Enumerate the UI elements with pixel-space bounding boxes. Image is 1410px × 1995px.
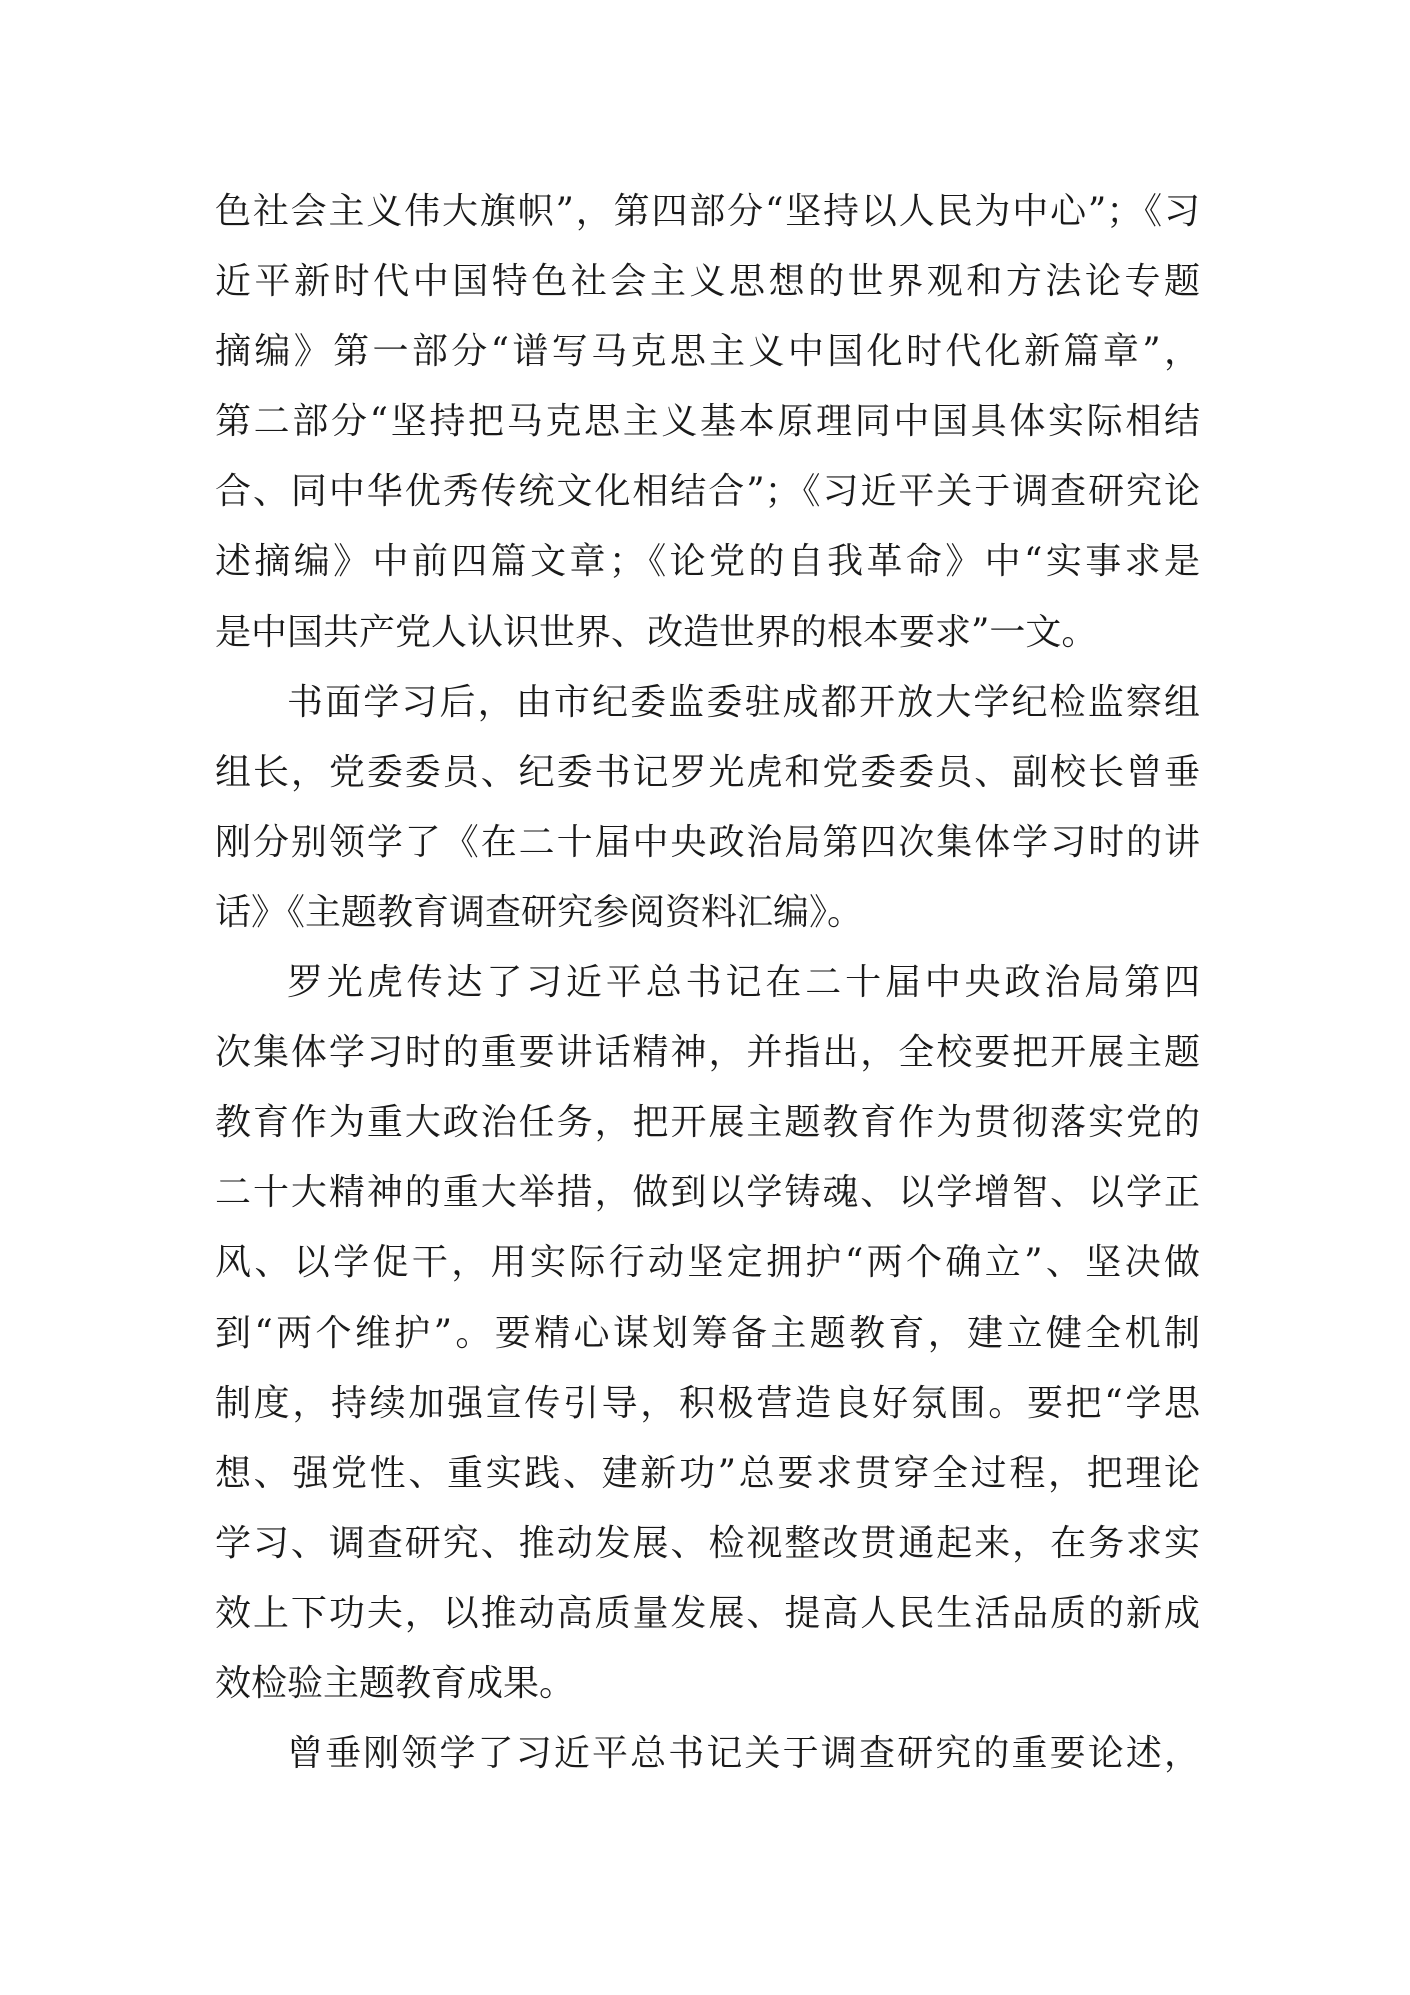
text-line: 是中国共产党人认识世界、改造世界的根本要求”一文。: [215, 611, 1098, 653]
text-line: 摘编》第一部分“谱写马克思主义中国化时代化新篇章”，: [215, 331, 1200, 373]
text-line: 色社会主义伟大旗帜”，第四部分“坚持以人民为中心”；《习: [215, 191, 1200, 232]
text-line: 刚分别领学了《在二十届中央政治局第四次集体学习时的讲: [215, 821, 1200, 863]
text-line: 学习、调查研究、推动发展、检视整改贯通起来，在务求实: [215, 1522, 1200, 1564]
text-line: 合、同中华优秀传统文化相结合”；《习近平关于调查研究论: [215, 471, 1200, 513]
text-line: 想、强党性、重实践、建新功”总要求贯穿全过程，把理论: [215, 1452, 1200, 1494]
text-line: 组长，党委委员、纪委书记罗光虎和党委委员、副校长曾垂: [215, 751, 1200, 793]
text-line: 效检验主题教育成果。: [215, 1662, 576, 1704]
paragraph-first-line: 书面学习后，由市纪委监委驻成都开放大学纪检监察组: [287, 681, 1200, 723]
text-line: 述摘编》中前四篇文章；《论党的自我革命》中“实事求是: [215, 541, 1200, 583]
document-body: [215, 177, 1200, 1789]
paragraph-first-line: 曾垂刚领学了习近平总书记关于调查研究的重要论述，: [287, 1733, 1200, 1775]
text-line: 二十大精神的重大举措，做到以学铸魂、以学增智、以学正: [215, 1172, 1200, 1214]
text-line: 教育作为重大政治任务，把开展主题教育作为贯彻落实党的: [215, 1102, 1200, 1144]
paragraph-first-line: 罗光虎传达了习近平总书记在二十届中央政治局第四: [287, 962, 1200, 1004]
text-line: 次集体学习时的重要讲话精神，并指出，全校要把开展主题: [215, 1032, 1200, 1074]
text-line: 到“两个维护”。要精心谋划筹备主题教育，建立健全机制: [215, 1312, 1200, 1354]
text-line: 近平新时代中国特色社会主义思想的世界观和方法论专题: [215, 261, 1200, 303]
text-line: 风、以学促干，用实际行动坚定拥护“两个确立”、坚决做: [215, 1242, 1200, 1284]
text-line: 第二部分“坚持把马克思主义基本原理同中国具体实际相结: [215, 401, 1200, 443]
text-line: 效上下功夫，以推动高质量发展、提高人民生活品质的新成: [215, 1592, 1200, 1634]
text-line: 话》《主题教育调查研究参阅资料汇编》。: [215, 891, 864, 933]
text-line: 制度，持续加强宣传引导，积极营造良好氛围。要把“学思: [215, 1382, 1200, 1424]
